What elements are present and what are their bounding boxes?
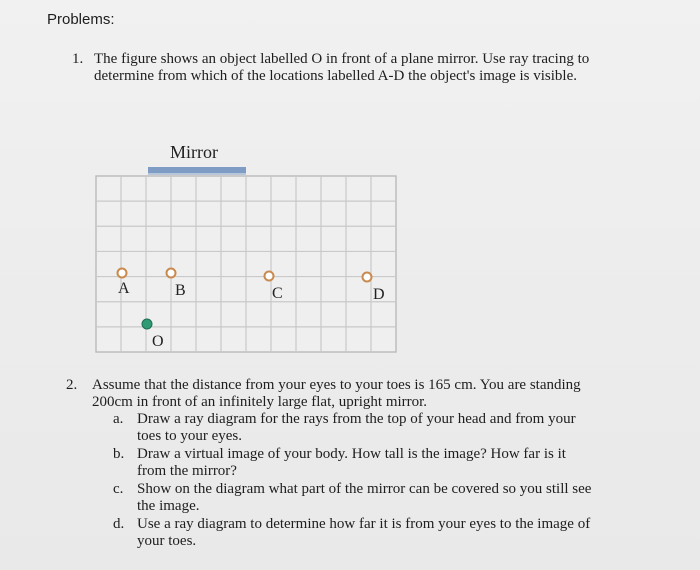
problems-heading: Problems: xyxy=(47,11,115,28)
grid xyxy=(96,176,396,352)
part-c-text: Show on the diagram what part of the mirror can be covered so you still see the image. xyxy=(137,481,592,514)
part-b-text: Draw a virtual image of your body. How tall is the image? How far is it from the mirror? xyxy=(137,446,566,479)
object-o-label: O xyxy=(152,333,164,350)
mirror-bar xyxy=(148,167,246,174)
problem-1-text: The figure shows an object labelled O in front of a plane mirror. Use ray tracing to determine from which of the locations labelled A-D the object's image is visible. xyxy=(94,51,590,84)
location-a-label: A xyxy=(118,280,130,297)
mirror-bar-shadow xyxy=(148,173,246,175)
location-d-marker xyxy=(363,273,372,282)
part-d-letter: d. xyxy=(113,516,125,532)
location-c-marker xyxy=(265,272,274,281)
part-a-text: Draw a ray diagram for the rays from the top of your head and from your toes to your eyes. xyxy=(137,411,576,444)
problem-1-number: 1. xyxy=(72,51,84,67)
part-d-text: Use a ray diagram to determine how far it is from your eyes to the image of your toes. xyxy=(137,516,591,549)
location-b-label: B xyxy=(175,282,186,299)
mirror-grid-figure xyxy=(90,140,410,360)
part-b-letter: b. xyxy=(113,446,125,462)
part-c-letter: c. xyxy=(113,481,124,497)
location-b-marker xyxy=(167,269,176,278)
problem-2-text: Assume that the distance from your eyes to your toes is 165 cm. You are standing 200cm in front of an infinitely large flat, upright mirror. xyxy=(92,377,581,410)
mirror-label: Mirror xyxy=(170,142,218,162)
location-d-label: D xyxy=(373,286,385,303)
problem-2-number: 2. xyxy=(66,377,78,393)
object-o-marker xyxy=(142,319,152,329)
part-a-letter: a. xyxy=(113,411,124,427)
location-c-label: C xyxy=(272,285,283,302)
location-a-marker xyxy=(118,269,127,278)
